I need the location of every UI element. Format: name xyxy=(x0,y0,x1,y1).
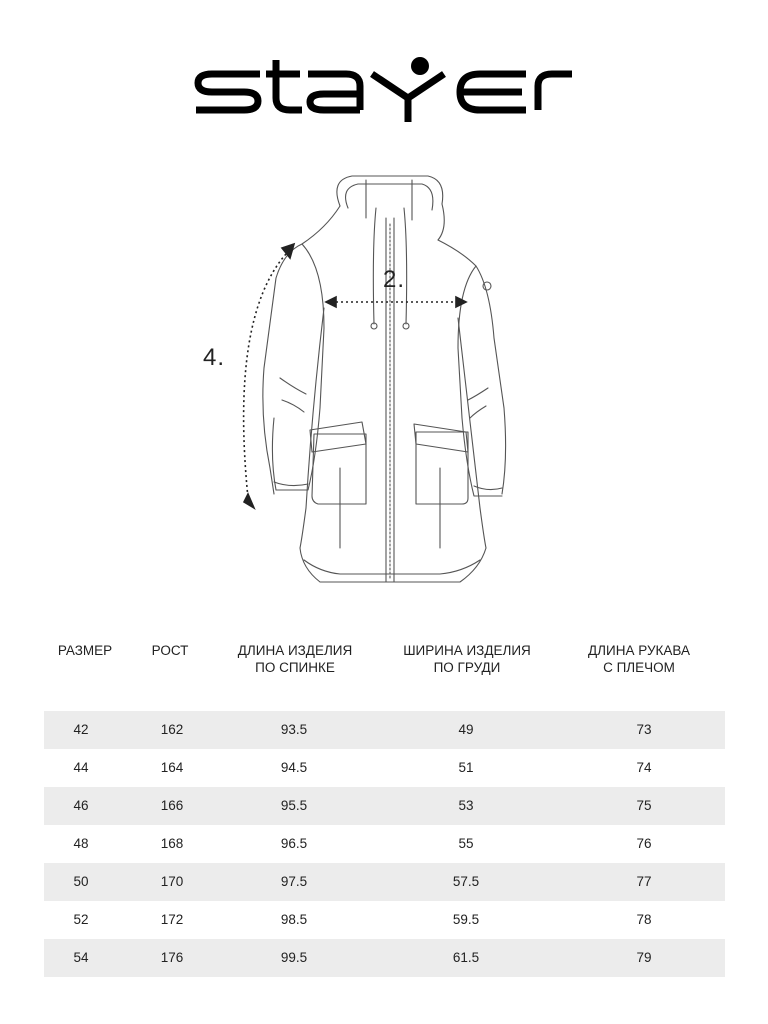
header-size xyxy=(44,642,126,659)
size-table-header xyxy=(44,640,725,710)
cell-back-length: 99.5 xyxy=(280,950,308,965)
cell-chest-width: 51 xyxy=(458,760,474,775)
cell-height: 168 xyxy=(160,836,184,851)
header-sleeve-length-line1: ДЛИНА РУКАВА xyxy=(588,643,690,658)
cell-height: 164 xyxy=(160,760,184,775)
header-sleeve-length xyxy=(564,642,714,676)
cell-chest-width: 59.5 xyxy=(452,912,480,927)
cell-height: 162 xyxy=(160,722,184,737)
cell-sleeve-length: 73 xyxy=(636,722,652,737)
cell-back-length: 96.5 xyxy=(280,836,308,851)
table-row xyxy=(44,939,725,977)
cell-size: 54 xyxy=(73,950,89,965)
cell-height: 166 xyxy=(160,798,184,813)
header-size-line1: РАЗМЕР xyxy=(57,643,113,658)
table-row xyxy=(44,901,725,939)
jacket-illustration xyxy=(190,168,550,598)
cell-sleeve-length: 76 xyxy=(636,836,652,851)
cell-height: 176 xyxy=(160,950,184,965)
size-table xyxy=(44,640,725,965)
size-table-body xyxy=(44,711,725,977)
cell-size: 42 xyxy=(73,722,89,737)
cell-back-length: 95.5 xyxy=(280,798,308,813)
header-back-length-line1: ДЛИНА ИЗДЕЛИЯ xyxy=(237,643,353,658)
header-chest-width-line1: ШИРИНА ИЗДЕЛИЯ xyxy=(403,643,531,658)
header-back-length xyxy=(222,642,368,676)
cell-size: 44 xyxy=(73,760,89,775)
cell-height: 172 xyxy=(160,912,184,927)
header-back-length-line2: ПО СПИНКЕ xyxy=(255,660,335,675)
chest-measure-label: 2. xyxy=(383,266,406,293)
sleeve-measure-label: 4. xyxy=(203,344,226,371)
cell-size: 48 xyxy=(73,836,89,851)
header-height-line1: РОСТ xyxy=(151,643,189,658)
cell-chest-width: 49 xyxy=(458,722,474,737)
cell-chest-width: 57.5 xyxy=(452,874,480,889)
brand-logo xyxy=(190,52,580,132)
cell-sleeve-length: 77 xyxy=(636,874,652,889)
cell-back-length: 93.5 xyxy=(280,722,308,737)
table-row xyxy=(44,787,725,825)
cell-sleeve-length: 79 xyxy=(636,950,652,965)
table-row xyxy=(44,749,725,787)
cell-chest-width: 53 xyxy=(458,798,474,813)
cell-sleeve-length: 78 xyxy=(636,912,652,927)
stayer-logo-mark xyxy=(190,52,580,132)
cell-sleeve-length: 74 xyxy=(636,760,652,775)
table-row xyxy=(44,825,725,863)
cell-back-length: 98.5 xyxy=(280,912,308,927)
header-sleeve-length-line2: С ПЛЕЧОМ xyxy=(603,660,675,675)
cell-size: 50 xyxy=(73,874,89,889)
cell-size: 52 xyxy=(73,912,89,927)
cell-back-length: 97.5 xyxy=(280,874,308,889)
cell-chest-width: 61.5 xyxy=(452,950,480,965)
header-chest-width xyxy=(386,642,548,676)
table-row xyxy=(44,711,725,749)
table-row xyxy=(44,863,725,901)
cell-back-length: 94.5 xyxy=(280,760,308,775)
cell-size: 46 xyxy=(73,798,89,813)
cell-height: 170 xyxy=(160,874,184,889)
header-height xyxy=(134,642,206,659)
header-chest-width-line2: ПО ГРУДИ xyxy=(433,660,501,675)
cell-sleeve-length: 75 xyxy=(636,798,652,813)
cell-chest-width: 55 xyxy=(458,836,474,851)
jacket-outline-drawing xyxy=(190,168,550,598)
